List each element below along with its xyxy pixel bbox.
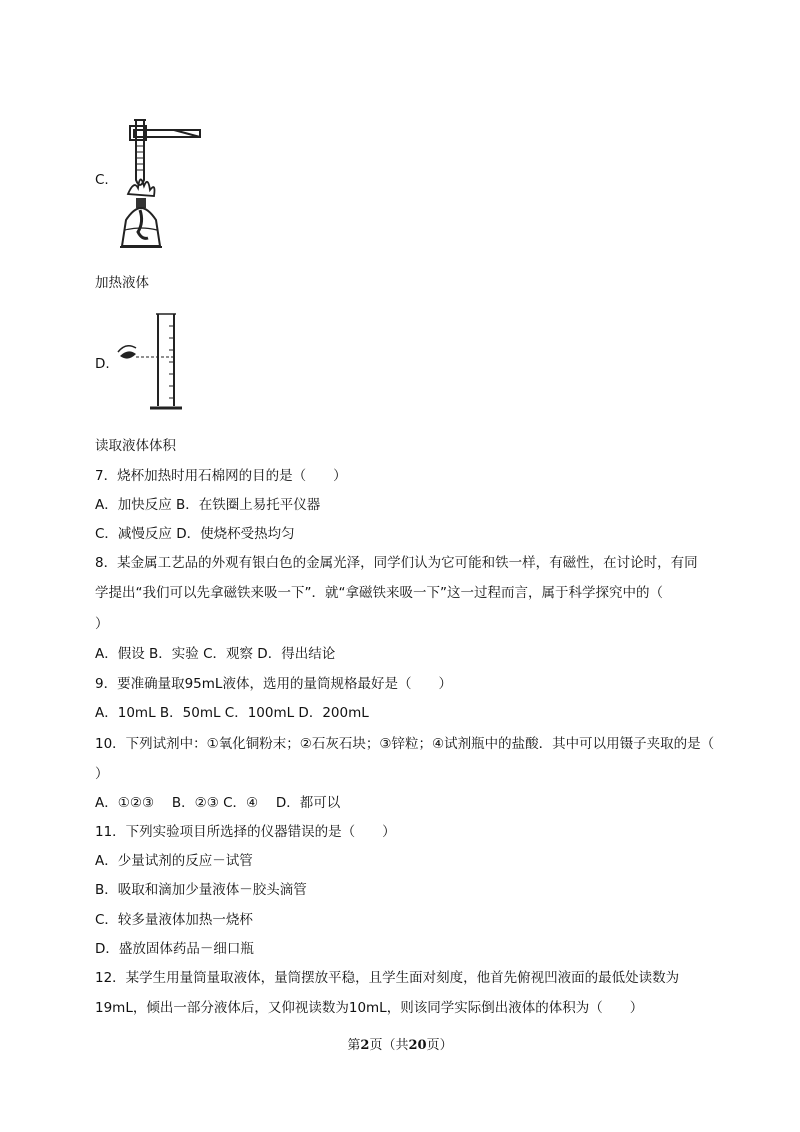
footer-suffix: 页） xyxy=(426,1038,453,1053)
question-11-option-a: A．少量试剂的反应－试管 xyxy=(95,853,253,869)
question-7-options-1: A．加快反应 B．在铁圈上易托平仪器 xyxy=(95,497,321,513)
footer-middle: 页（共 xyxy=(369,1038,409,1053)
question-10-options: A．①②③ B．②③ C．④ D．都可以 xyxy=(95,795,341,811)
question-9-options: A．10mL B．50mL C．100mL D．200mL xyxy=(95,705,369,721)
footer-prefix: 第 xyxy=(347,1038,361,1053)
footer-total-pages: 20 xyxy=(408,1038,427,1053)
question-11-stem: 11．下列实验项目所选择的仪器错误的是（ ） xyxy=(95,824,396,840)
option-c-caption: 加热液体 xyxy=(95,275,149,291)
option-d-label: D. xyxy=(95,356,110,372)
question-8-options: A．假设 B．实验 C．观察 D．得出结论 xyxy=(95,646,336,662)
question-7-options-2: C．减慢反应 D．使烧杯受热均匀 xyxy=(95,526,295,542)
question-12-stem-2: 19mL，倾出一部分液体后，又仰视读数为10mL，则该同学实际倒出液体的体积为（ ） xyxy=(95,1000,644,1016)
option-d-caption: 读取液体体积 xyxy=(95,438,176,454)
question-7-stem: 7．烧杯加热时用石棉网的目的是（ ） xyxy=(95,468,347,484)
question-11-option-c: C．较多量液体加热一烧杯 xyxy=(95,912,253,928)
page-footer xyxy=(0,1034,800,1053)
heating-liquid-figure xyxy=(114,110,206,250)
question-10-stem-1: 10．下列试剂中：①氧化铜粉末；②石灰石块；③锌粒；④试剂瓶中的盐酸．其中可以用镊子夹取的是（ xyxy=(95,736,715,752)
question-12-stem-1: 12．某学生用量筒量取液体，量筒摆放平稳，且学生面对刻度，他首先俯视凹液面的最低处读数为 xyxy=(95,970,680,986)
question-8-stem-3: ） xyxy=(95,616,109,632)
reading-volume-figure xyxy=(114,312,194,414)
footer-page-number: 2 xyxy=(360,1038,370,1053)
option-c-label: C. xyxy=(95,172,109,188)
question-8-stem-1: 8．某金属工艺品的外观有银白色的金属光泽，同学们认为它可能和铁一样，有磁性，在讨论时，有同 xyxy=(95,555,698,571)
question-10-stem-2: ） xyxy=(95,766,109,782)
question-11-option-b: B．吸取和滴加少量液体－胶头滴管 xyxy=(95,882,307,898)
question-11-option-d: D．盛放固体药品－细口瓶 xyxy=(95,941,254,957)
question-9-stem: 9．要准确量取95mL液体，选用的量筒规格最好是（ ） xyxy=(95,676,452,692)
question-8-stem-2: 学提出“我们可以先拿磁铁来吸一下”．就“拿磁铁来吸一下”这一过程而言，属于科学探究中的（ xyxy=(95,585,663,601)
